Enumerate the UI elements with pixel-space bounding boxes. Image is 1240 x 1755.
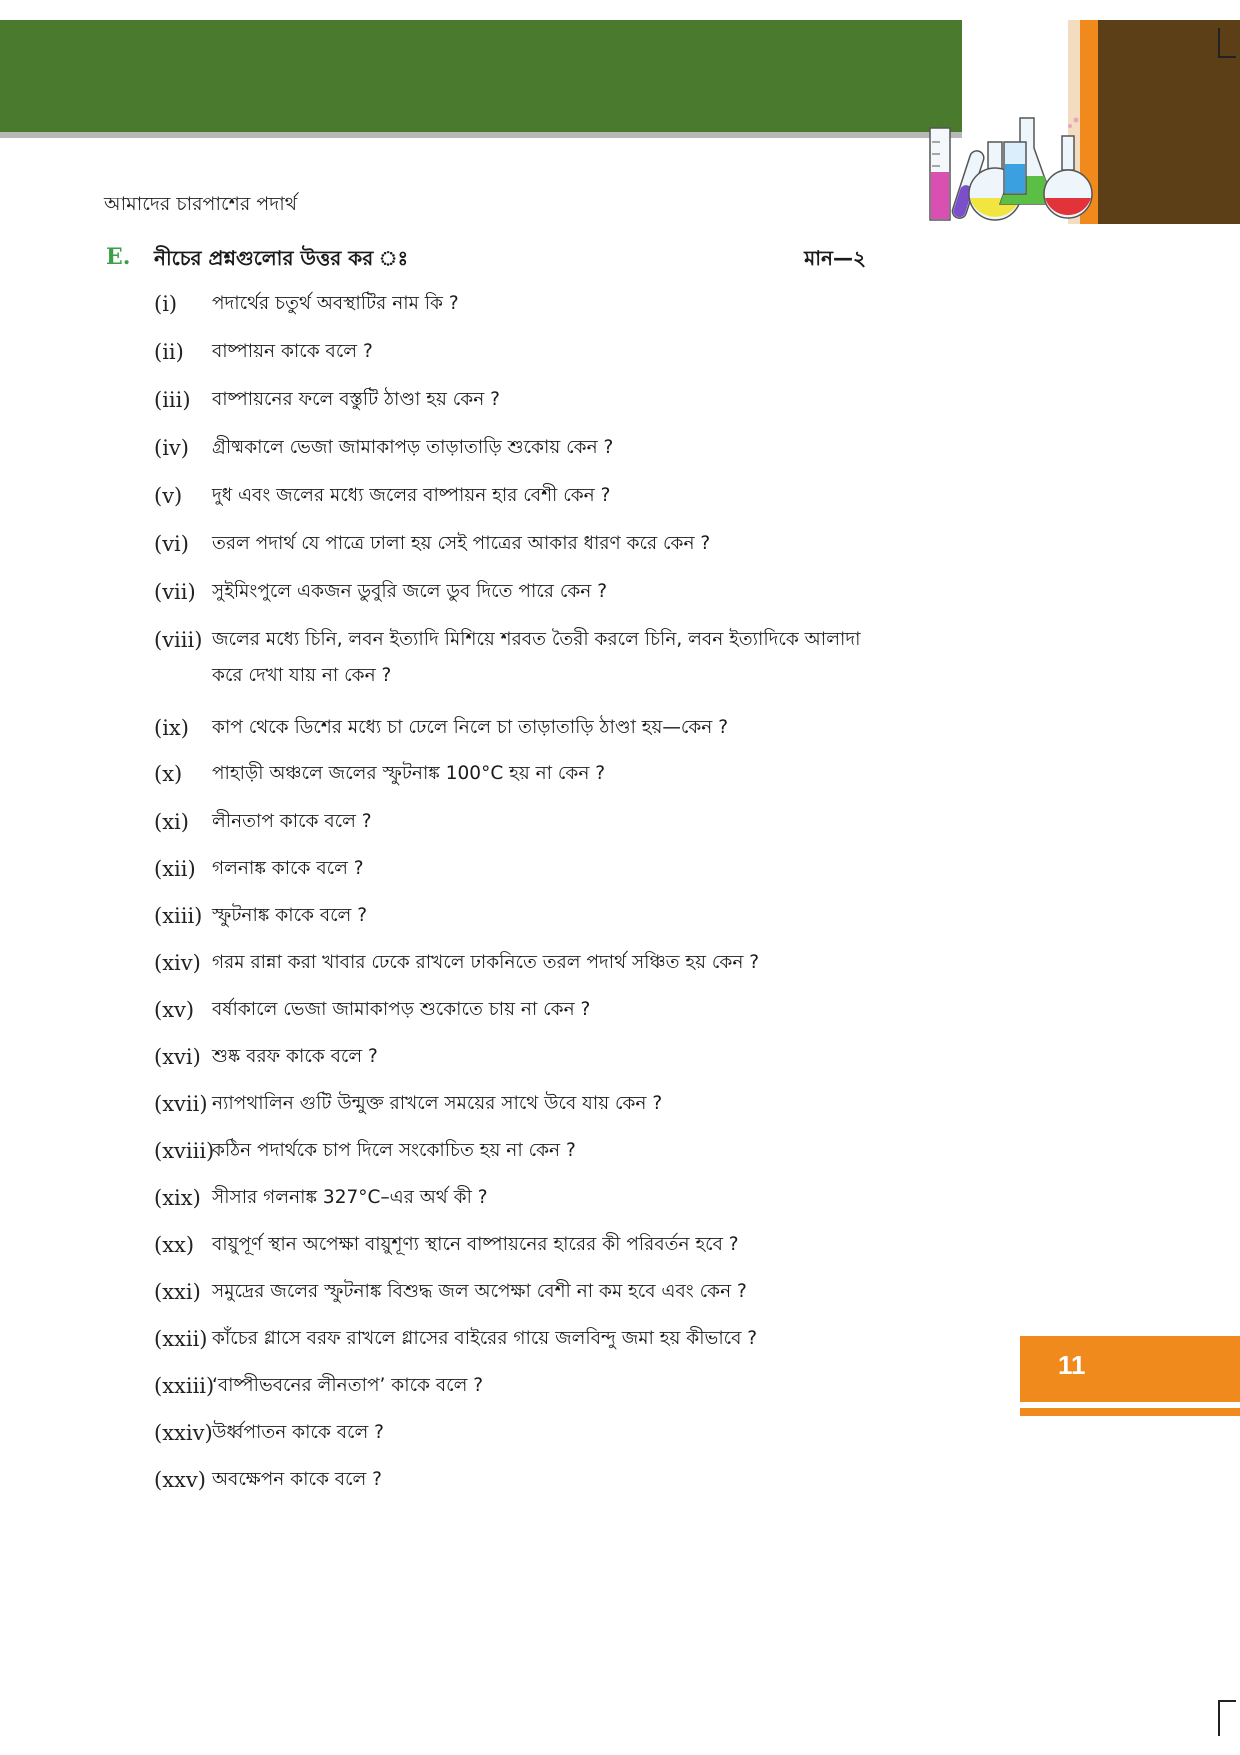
question-text: দুধ এবং জলের মধ্যে জলের বাষ্পায়ন হার বেশী কেন ?: [212, 485, 611, 506]
question-text: গ্রীষ্মকালে ভেজা জামাকাপড় তাড়াতাড়ি শুকোয় কেন ?: [212, 437, 614, 458]
question-text: কঠিন পদার্থকে চাপ দিলে সংকোচিত হয় না কেন ?: [212, 1140, 576, 1161]
question-number: (xxi): [154, 1280, 201, 1304]
question-number: (xvi): [154, 1045, 201, 1069]
question-number: (x): [154, 762, 183, 786]
question-text: বাষ্পায়ন কাকে বলে ?: [212, 341, 373, 362]
question-number: (xiii): [154, 904, 203, 928]
question-number: (viii): [154, 628, 203, 652]
question-number: (xii): [154, 857, 196, 881]
question-text: কাপ থেকে ডিশের মধ্যে চা ঢেলে নিলে চা তাড়াতাড়ি ঠাণ্ডা হয়—কেন ?: [212, 717, 729, 738]
header-band-shadow: [0, 132, 962, 138]
question-number: (xvii): [154, 1092, 208, 1116]
laboratory-glassware-illustration: [920, 112, 1100, 224]
question-number: (xiv): [154, 951, 201, 975]
question-text: স্ফুটনাঙ্ক কাকে বলে ?: [212, 905, 368, 926]
question-text: গলনাঙ্ক কাকে বলে ?: [212, 858, 364, 879]
section-letter: E.: [106, 244, 131, 270]
question-text: শুষ্ক বরফ কাকে বলে ?: [212, 1046, 378, 1067]
question-text: ‘বাষ্পীভবনের লীনতাপ’ কাকে বলে ?: [212, 1375, 484, 1396]
question-number: (xix): [154, 1186, 201, 1210]
question-text: বায়ুপূর্ণ স্থান অপেক্ষা বায়ুশূণ্য স্থানে বাষ্পায়নের হারের কী পরিবর্তন হবে ?: [212, 1234, 739, 1255]
question-text: ন্যাপথালিন গুটি উন্মুক্ত রাখলে সময়ের সাথে উবে যায় কেন ?: [212, 1093, 663, 1114]
crop-mark-top-h: [1218, 56, 1236, 58]
crop-mark-bottom: [1218, 1700, 1220, 1736]
question-text: বর্ষাকালে ভেজা জামাকাপড় শুকোতে চায় না কেন ?: [212, 999, 591, 1020]
question-number: (vii): [154, 580, 196, 604]
question-number: (iv): [154, 436, 189, 460]
question-text: উর্ধ্বপাতন কাকে বলে ?: [212, 1422, 384, 1443]
question-number: (xxiii): [154, 1374, 215, 1398]
section-title: নীচের প্রশ্নগুলোর উত্তর কর ঃ: [154, 246, 409, 270]
question-text: গরম রান্না করা খাবার ঢেকে রাখলে ঢাকনিতে তরল পদার্থ সঞ্চিত হয় কেন ?: [212, 952, 760, 973]
question-text: তরল পদার্থ যে পাত্রে ঢালা হয় সেই পাত্রের আকার ধারণ করে কেন ?: [212, 533, 711, 554]
question-number: (xxv): [154, 1468, 206, 1492]
question-text-continuation: করে দেখা যায় না কেন ?: [212, 665, 392, 686]
page-number-tab: [1020, 1336, 1240, 1402]
question-text: বাষ্পায়নের ফলে বস্তুটি ঠাণ্ডা হয় কেন ?: [212, 389, 500, 410]
question-text: পাহাড়ী অঞ্চলে জলের স্ফুটনাঙ্ক 100°C হয় না কেন ?: [212, 763, 606, 784]
question-text: অবক্ষেপন কাকে বলে ?: [212, 1469, 382, 1490]
header-band: [0, 20, 962, 132]
question-number: (xi): [154, 810, 189, 834]
section-heading: [106, 244, 866, 274]
crop-mark-bottom-h: [1218, 1700, 1236, 1702]
question-text: সুইমিংপুলে একজন ডুবুরি জলে ডুব দিতে পারে কেন ?: [212, 581, 608, 602]
question-number: (xv): [154, 998, 195, 1022]
question-number: (xviii): [154, 1139, 215, 1163]
crop-mark-top: [1218, 28, 1220, 58]
question-text: পদার্থের চতুর্থ অবস্থাটির নাম কি ?: [212, 293, 459, 314]
question-number: (iii): [154, 388, 191, 412]
question-number: (i): [154, 292, 178, 316]
question-number: (xxiv): [154, 1421, 213, 1445]
page-number: 11: [1058, 1350, 1086, 1380]
question-number: (ii): [154, 340, 184, 364]
section-marks: মান—২: [804, 246, 866, 270]
page-caption: আমাদের চারপাশের পদার্থ: [104, 193, 298, 215]
question-text: সমুদ্রের জলের স্ফুটনাঙ্ক বিশুদ্ধ জল অপেক্ষা বেশী না কম হবে এবং কেন ?: [212, 1281, 747, 1302]
question-text: কাঁচের গ্লাসে বরফ রাখলে গ্লাসের বাইরের গায়ে জলবিন্দু জমা হয় কীভাবে ?: [212, 1328, 758, 1349]
question-text: জলের মধ্যে চিনি, লবন ইত্যাদি মিশিয়ে শরবত তৈরী করলে চিনি, লবন ইত্যাদিকে আলাদা: [212, 629, 861, 650]
page-number-rule: [1020, 1408, 1240, 1416]
question-number: (xxii): [154, 1327, 208, 1351]
question-number: (ix): [154, 716, 189, 740]
question-number: (xx): [154, 1233, 195, 1257]
question-number: (vi): [154, 532, 189, 556]
question-text: লীনতাপ কাকে বলে ?: [212, 811, 372, 832]
question-text: সীসার গলনাঙ্ক 327°C–এর অর্থ কী ?: [212, 1187, 488, 1208]
question-number: (v): [154, 484, 183, 508]
